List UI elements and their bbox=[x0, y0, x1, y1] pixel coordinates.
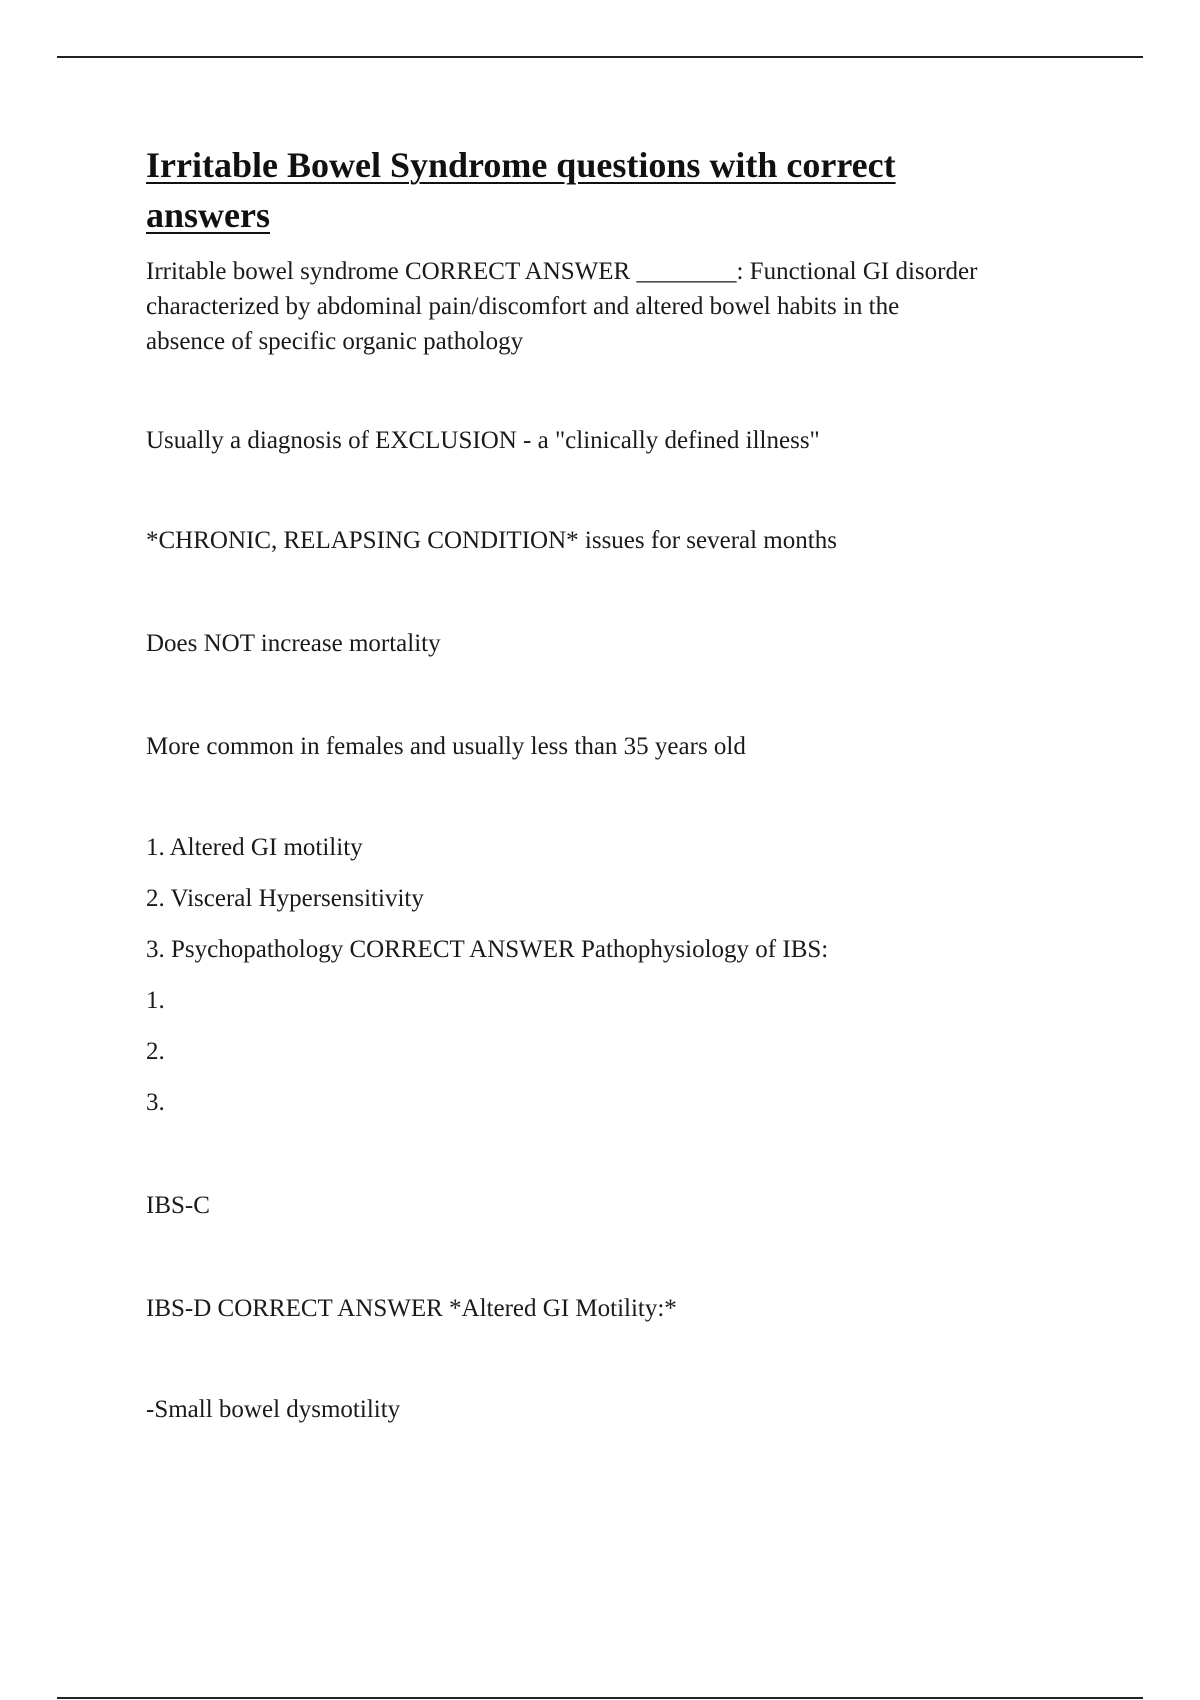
chronic-paragraph: *CHRONIC, RELAPSING CONDITION* issues for several months bbox=[146, 527, 837, 554]
intro-paragraph bbox=[146, 254, 1106, 359]
small-bowel-paragraph: -Small bowel dysmotility bbox=[146, 1396, 401, 1423]
mortality-paragraph: Does NOT increase mortality bbox=[146, 630, 441, 657]
common-paragraph: More common in females and usually less than 35 years old bbox=[146, 733, 746, 760]
bottom-divider bbox=[57, 1697, 1143, 1699]
list-item: 2. bbox=[146, 1038, 165, 1065]
list-item: 3. Psychopathology CORRECT ANSWER Pathophysiology of IBS: bbox=[146, 936, 829, 963]
ibs-d-paragraph: IBS-D CORRECT ANSWER *Altered GI Motility:* bbox=[146, 1295, 677, 1322]
intro-line-1: Irritable bowel syndrome CORRECT ANSWER ________: Functional GI disorder bbox=[146, 258, 978, 285]
pathophysiology-list bbox=[146, 830, 1106, 1120]
document-body bbox=[146, 140, 1106, 1427]
title-line-1: Irritable Bowel Syndrome questions with correct bbox=[146, 145, 896, 185]
ibs-c-paragraph: IBS-C bbox=[146, 1192, 210, 1219]
document-title bbox=[146, 140, 1106, 240]
exclusion-paragraph: Usually a diagnosis of EXCLUSION - a "clinically defined illness" bbox=[146, 427, 820, 454]
title-line-2: answers bbox=[146, 195, 270, 235]
list-item: 3. bbox=[146, 1089, 165, 1116]
intro-line-2: characterized by abdominal pain/discomfort and altered bowel habits in the bbox=[146, 293, 900, 320]
list-item: 1. bbox=[146, 987, 165, 1014]
intro-line-3: absence of specific organic pathology bbox=[146, 328, 524, 355]
list-item: 2. Visceral Hypersensitivity bbox=[146, 885, 424, 912]
list-item: 1. Altered GI motility bbox=[146, 834, 363, 861]
top-divider bbox=[57, 56, 1143, 58]
